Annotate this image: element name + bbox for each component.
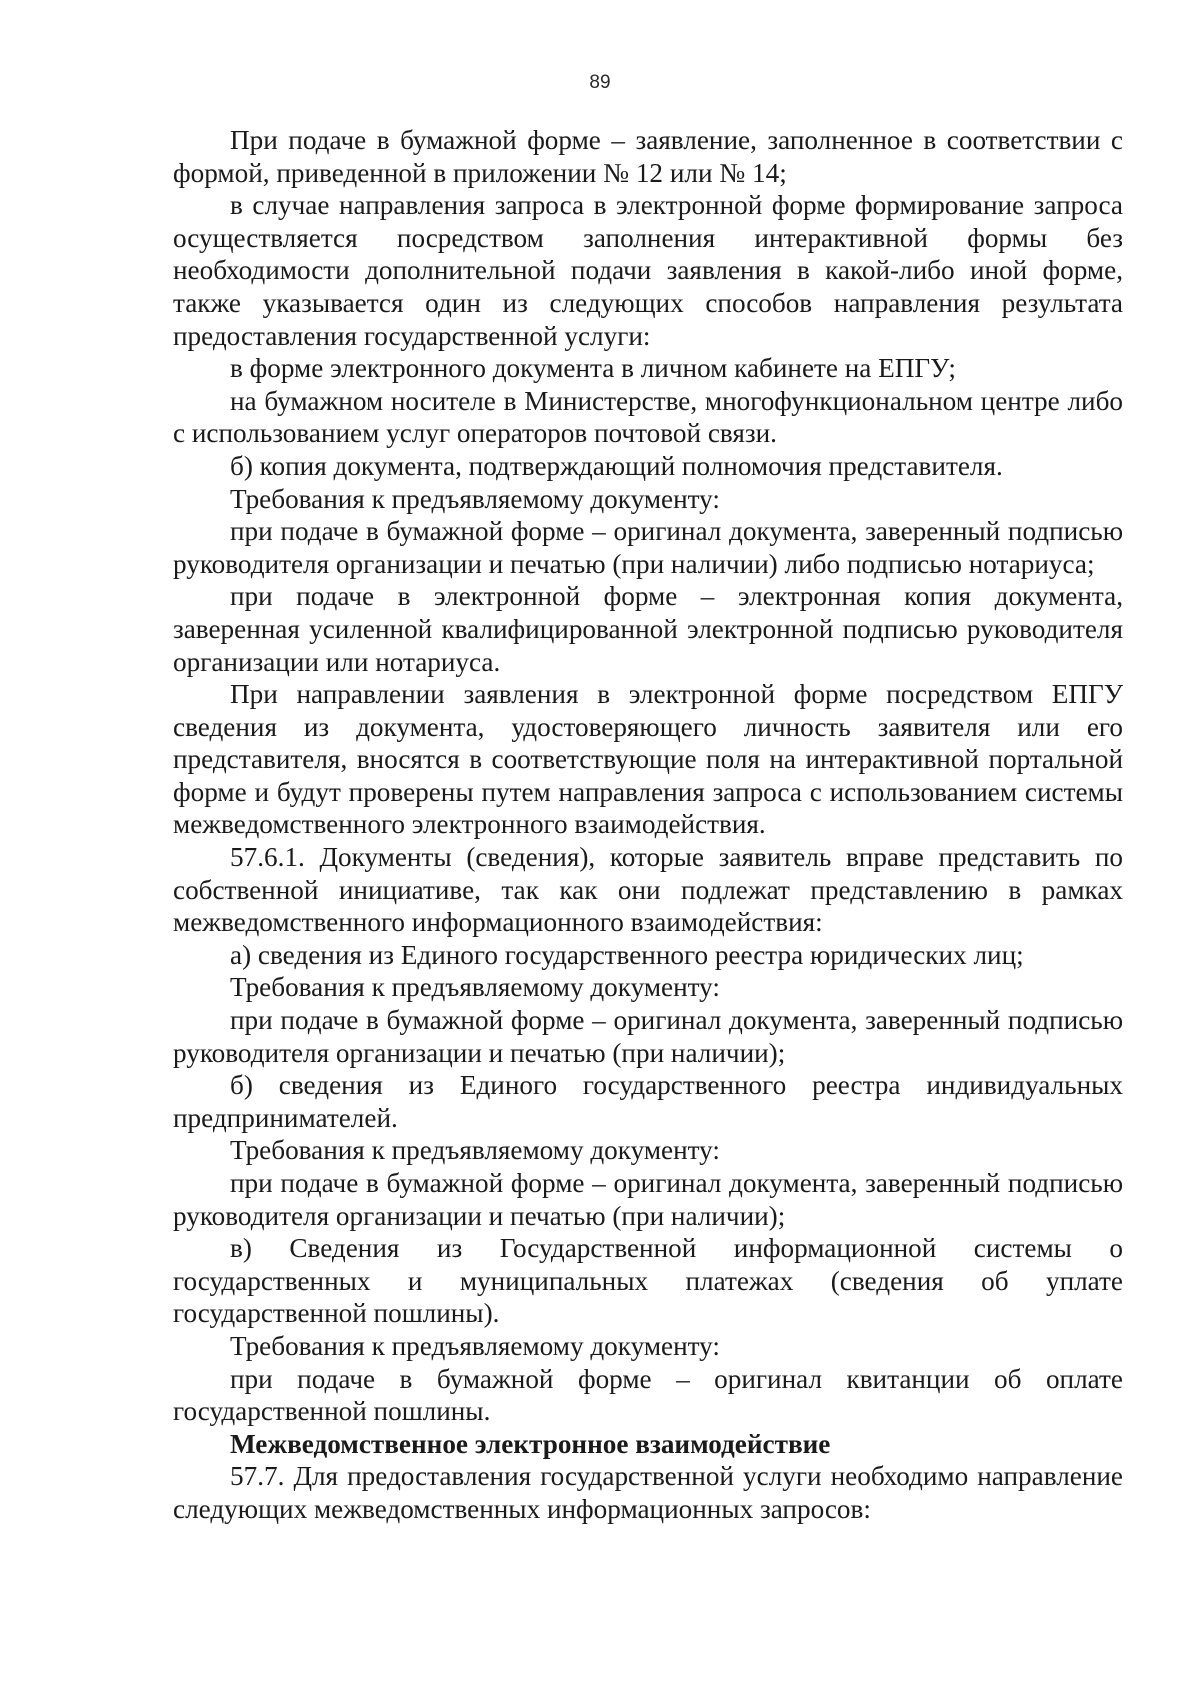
- paragraph: При направлении заявления в электронной форме посредством ЕПГУ сведения из документа, удостоверяющего личность заявителя или его представителя, вносятся в соответствующие поля на интерактивной портальной форме и будут проверены путем направления запроса с использованием системы межведомственного электронного взаимодействия.: [173, 679, 1123, 840]
- paragraph: Требования к предъявляемому документу:: [230, 1135, 720, 1166]
- paragraph: б) копия документа, подтверждающий полномочия представителя.: [230, 450, 1003, 481]
- paragraph: в форме электронного документа в личном кабинете на ЕПГУ;: [230, 353, 956, 384]
- paragraph: при подаче в бумажной форме – оригинал документа, заверенный подписью руководителя организации и печатью (при наличии);: [173, 1005, 1123, 1068]
- paragraph: в) Сведения из Государственной информационной системы о государственных и муниципальных платежах (сведения об уплате государственной пошлины).: [173, 1233, 1123, 1329]
- paragraph: при подаче в бумажной форме – оригинал квитанции об оплате государственной пошлины.: [173, 1363, 1123, 1427]
- paragraph: б) сведения из Единого государственного реестра индивидуальных предпринимателей.: [173, 1070, 1123, 1133]
- page-number: 89: [589, 72, 611, 93]
- section-heading: Межведомственное электронное взаимодействие: [230, 1428, 831, 1459]
- paragraph: при подаче в электронной форме – электронная копия документа, заверенная усиленной квалифицированной электронной подписью руководителя организации или нотариуса.: [173, 581, 1123, 677]
- paragraph: в случае направления запроса в электронной форме формирование запроса осуществляется посредством заполнения интерактивной формы без необходимости дополнительной подачи заявления в какой-либо иной форме, также указывается один из следующих способов направления результата предоставления государственной услуги:: [173, 190, 1123, 351]
- paragraph: при подаче в бумажной форме – оригинал документа, заверенный подписью руководителя организации и печатью (при наличии) либо подписью нотариуса;: [173, 516, 1123, 579]
- paragraph: При подаче в бумажной форме – заявление, заполненное в соответствии с формой, приведенной в приложении № 12 или № 14;: [173, 125, 1123, 188]
- document-body: [173, 124, 1123, 1526]
- paragraph: 57.6.1. Документы (сведения), которые заявитель вправе представить по собственной инициативе, так как они подлежат представлению в рамках межведомственного информационного взаимодействия:: [173, 842, 1123, 938]
- paragraph: 57.7. Для предоставления государственной услуги необходимо направление следующих межведомственных информационных запросов:: [173, 1461, 1123, 1524]
- paragraph: при подаче в бумажной форме – оригинал документа, заверенный подписью руководителя организации и печатью (при наличии);: [173, 1168, 1123, 1231]
- paragraph: Требования к предъявляемому документу:: [230, 1330, 720, 1361]
- paragraph: Требования к предъявляемому документу:: [230, 972, 720, 1003]
- paragraph: Требования к предъявляемому документу:: [230, 483, 720, 514]
- paragraph: на бумажном носителе в Министерстве, многофункциональном центре либо с использованием услуг операторов почтовой связи.: [173, 385, 1123, 449]
- paragraph: а) сведения из Единого государственного реестра юридических лиц;: [230, 939, 1024, 970]
